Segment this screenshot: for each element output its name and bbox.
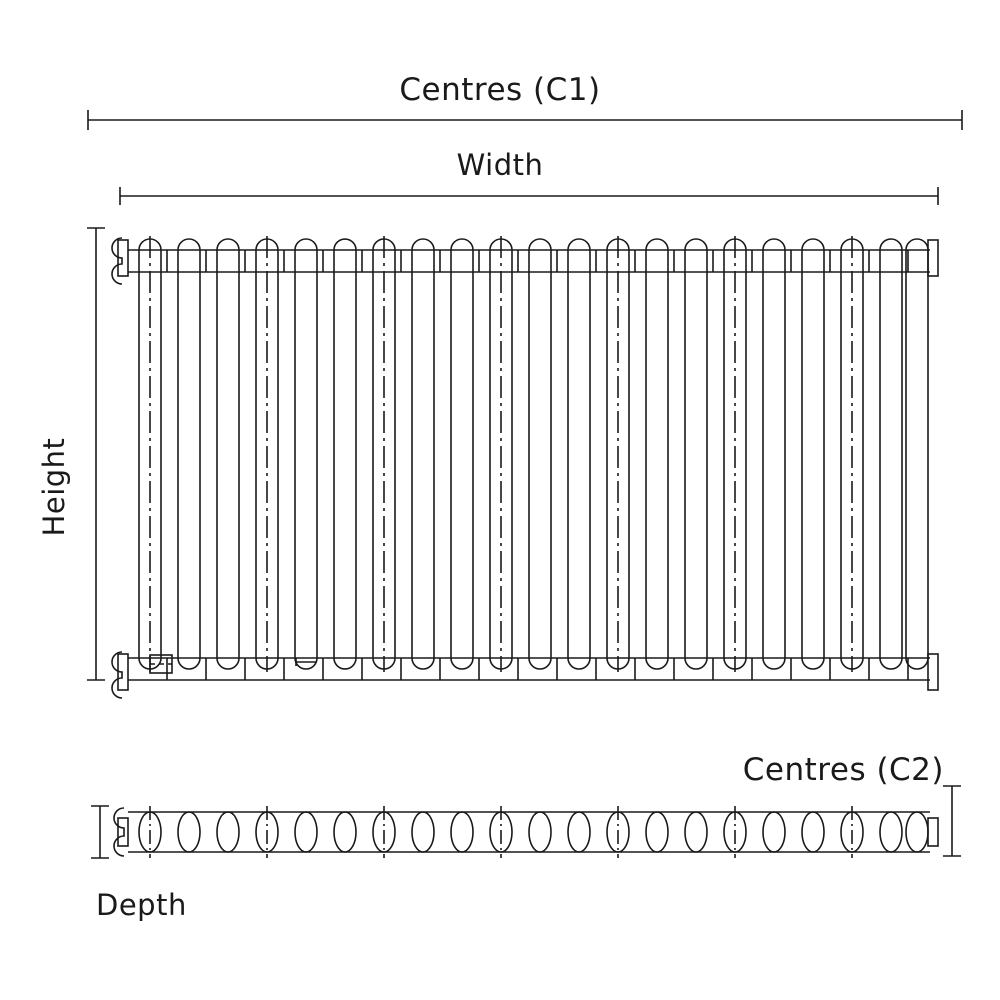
dimension-line-depth xyxy=(91,806,109,858)
radiator-column xyxy=(568,239,590,669)
top-view-fin xyxy=(295,812,317,852)
radiator-column xyxy=(763,239,785,669)
label-width: Width xyxy=(456,148,544,182)
top-view-fin xyxy=(412,812,434,852)
radiator-column xyxy=(451,239,473,669)
dimension-line-centres-c2 xyxy=(943,786,961,856)
left-end-cap xyxy=(112,238,128,698)
radiator-top-view xyxy=(114,806,938,858)
radiator-column xyxy=(295,239,317,669)
top-view-fin xyxy=(685,812,707,852)
top-view-fin xyxy=(217,812,239,852)
label-centres-c2: Centres (C2) xyxy=(742,752,944,788)
top-view-fin xyxy=(607,806,629,858)
radiator-column xyxy=(334,239,356,669)
top-view-right-end-cap xyxy=(928,818,938,846)
top-view-fin xyxy=(906,812,928,852)
radiator-column xyxy=(412,239,434,669)
label-depth: Depth xyxy=(96,888,187,922)
radiator-column xyxy=(906,239,928,669)
radiator-column xyxy=(802,239,824,669)
radiator-column xyxy=(646,239,668,669)
radiator-column xyxy=(139,236,161,672)
top-view-fin xyxy=(139,806,161,858)
radiator-front-view xyxy=(112,236,938,698)
top-view-fin xyxy=(646,812,668,852)
top-view-fin xyxy=(451,812,473,852)
label-height: Height xyxy=(37,437,71,537)
radiator-column xyxy=(373,236,395,672)
radiator-column xyxy=(880,239,902,669)
top-view-fin xyxy=(334,812,356,852)
radiator-column xyxy=(841,236,863,672)
radiator-column xyxy=(490,236,512,672)
radiator-column xyxy=(217,239,239,669)
radiator-column xyxy=(724,236,746,672)
top-view-fin xyxy=(178,812,200,852)
dimension-line-width xyxy=(120,187,938,205)
top-view-fin xyxy=(256,806,278,858)
top-view-fin xyxy=(490,806,512,858)
top-view-fin xyxy=(763,812,785,852)
top-view-fin xyxy=(529,812,551,852)
top-view-fin xyxy=(880,812,902,852)
radiator-column xyxy=(178,239,200,669)
top-view-fin xyxy=(373,806,395,858)
top-view-fin xyxy=(724,806,746,858)
top-view-left-end-cap xyxy=(114,808,128,856)
dimension-line-height xyxy=(87,228,105,680)
radiator-column xyxy=(256,236,278,672)
radiator-column xyxy=(529,239,551,669)
right-end-cap xyxy=(928,240,938,690)
radiator-column xyxy=(685,239,707,669)
radiator-column xyxy=(607,236,629,672)
label-centres-c1: Centres (C1) xyxy=(399,72,601,108)
top-view-fin xyxy=(802,812,824,852)
dimension-line-centres-c1 xyxy=(88,110,962,130)
top-view-fin xyxy=(568,812,590,852)
top-view-fin xyxy=(841,806,863,858)
